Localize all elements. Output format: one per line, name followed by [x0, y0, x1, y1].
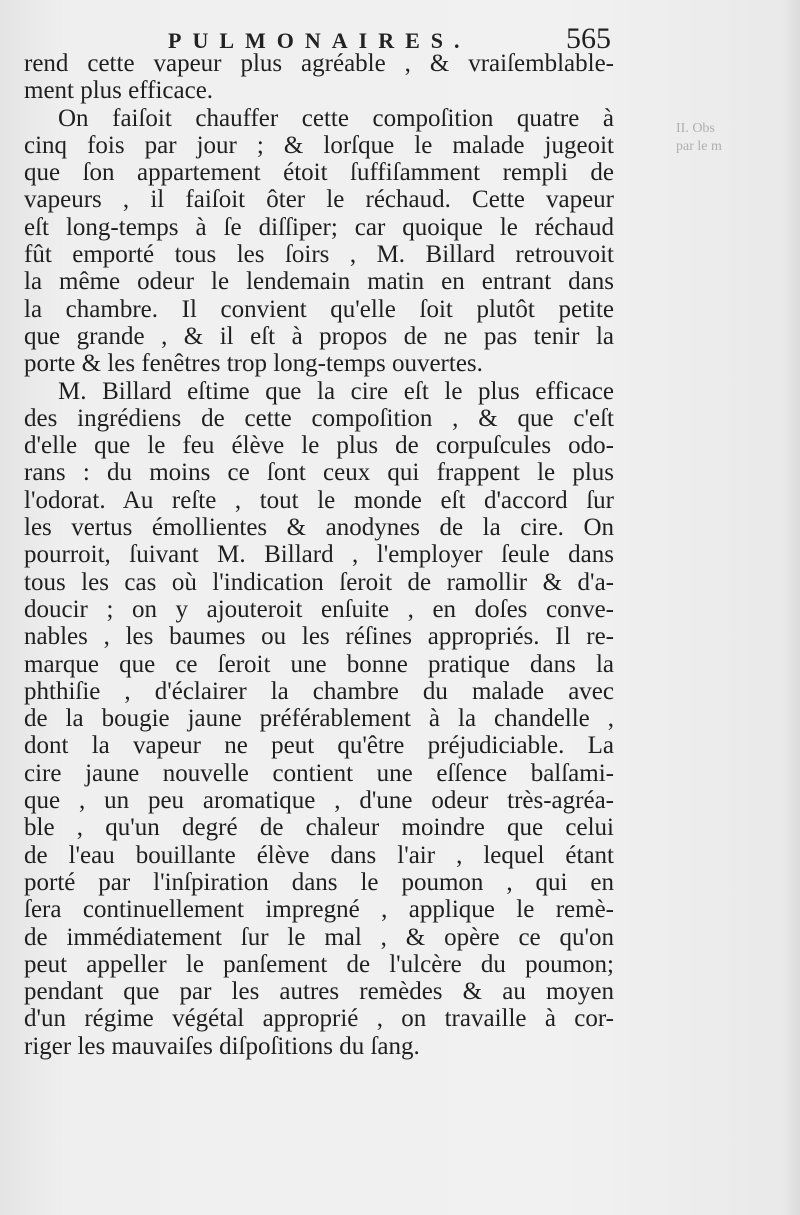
- text-line: que grande , & il eſt à propos de ne pas tenir la: [24, 322, 614, 350]
- page-edge-shadow: [782, 0, 800, 1215]
- margin-note-line: II. Obs: [676, 121, 715, 136]
- text-line: pourroit, ſuivant M. Billard , l'employer ſeule dans: [24, 541, 614, 569]
- paragraph-first-line: M. Billard eſtime que la cire eſt le plus efficace: [58, 377, 614, 405]
- text-line: ment plus efficace.: [24, 77, 214, 105]
- text-line: que ſon appartement étoit ſuffiſamment rempli de: [24, 159, 614, 187]
- text-line: de immédiatement ſur le mal , & opère ce qu'on: [24, 923, 614, 951]
- body-text: [24, 50, 614, 1060]
- text-line: des ingrédiens de cette compoſition , & que c'eſt: [24, 404, 614, 432]
- text-line: ble , qu'un degré de chaleur moindre que celui: [24, 814, 614, 842]
- text-line: riger les mauvaiſes diſpoſitions du ſang.: [24, 1032, 420, 1060]
- page-number: 565: [566, 22, 611, 55]
- text-line: pendant que par les autres remèdes & au moyen: [24, 978, 614, 1006]
- text-line: la chambre. Il convient qu'elle ſoit plutôt petite: [24, 295, 614, 323]
- text-line: nables , les baumes ou les réſines appropriés. Il re-: [24, 623, 614, 651]
- paragraph-first-line: On faiſoit chauffer cette compoſition quatre à: [58, 104, 614, 132]
- text-line: porté par l'inſpiration dans le poumon , qui en: [24, 868, 614, 896]
- text-line: cinq fois par jour ; & lorſque le malade jugeoit: [24, 131, 614, 159]
- text-line: de la bougie jaune préférablement à la chandelle ,: [24, 705, 614, 733]
- margin-note-line: par le m: [676, 139, 722, 154]
- text-line: de l'eau bouillante élève dans l'air , lequel étant: [24, 841, 614, 869]
- text-line: rans : du moins ce ſont ceux qui frappent le plus: [24, 459, 614, 487]
- text-line: que , un peu aromatique , d'une odeur très-agréa-: [24, 787, 614, 815]
- text-line: vapeurs , il faiſoit ôter le réchaud. Cette vapeur: [24, 186, 614, 214]
- text-line: d'un régime végétal approprié , on travaille à cor-: [24, 1005, 614, 1033]
- text-line: phthiſie , d'éclairer la chambre du malade avec: [24, 677, 614, 705]
- text-line: marque que ce ſeroit une bonne pratique dans la: [24, 650, 614, 678]
- text-line: porte & les fenêtres trop long-temps ouvertes.: [24, 350, 483, 378]
- text-line: d'elle que le feu élève le plus de corpuſcules odo-: [24, 432, 614, 460]
- text-line: doucir ; on y ajouteroit enſuite , en doſes conve-: [24, 595, 614, 623]
- text-line: l'odorat. Au reſte , tout le monde eſt d'accord ſur: [24, 486, 614, 514]
- text-line: cire jaune nouvelle contient une eſſence balſami-: [24, 759, 614, 787]
- bleed-through-margin-note: [676, 120, 796, 156]
- text-line: dont la vapeur ne peut qu'être préjudiciable. La: [24, 732, 614, 760]
- text-line: tous les cas où l'indication ſeroit de ramollir & d'a-: [24, 568, 614, 596]
- text-line: rend cette vapeur plus agréable , & vraiſemblable-: [24, 50, 614, 77]
- running-title: PULMONAIRES.: [168, 28, 471, 53]
- text-line: ſera continuellement impregné , applique le remè-: [24, 896, 614, 924]
- text-line: la même odeur le lendemain matin en entrant dans: [24, 268, 614, 296]
- text-line: peut appeller le panſement de l'ulcère du poumon;: [24, 950, 614, 978]
- text-line: fût emporté tous les ſoirs , M. Billard retrouvoit: [24, 241, 614, 269]
- text-line: eſt long-temps à ſe diſſiper; car quoique le réchaud: [24, 213, 614, 241]
- text-line: les vertus émollientes & anodynes de la cire. On: [24, 514, 614, 542]
